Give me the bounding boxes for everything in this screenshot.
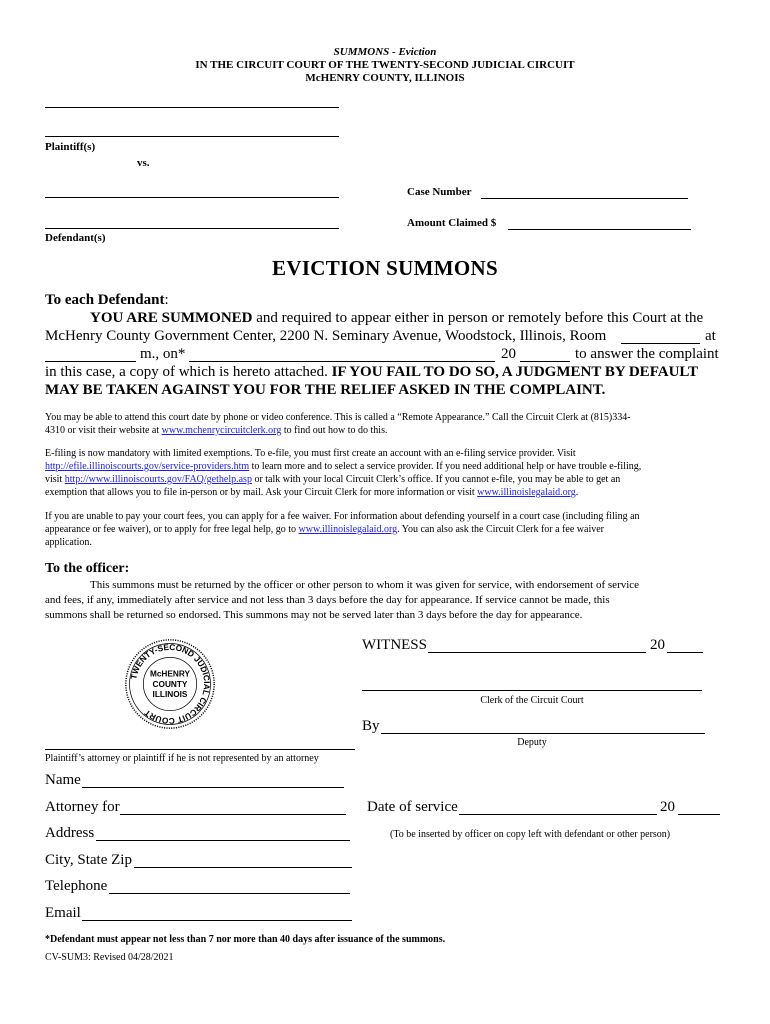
appearance-footnote: *Defendant must appear not less than 7 nor more than 40 days after issuance of the summons. (45, 934, 446, 945)
remote-line-2 (45, 424, 725, 437)
city-state-zip-label: City, State Zip (45, 852, 132, 868)
clerk-label: Clerk of the Circuit Court (480, 695, 584, 706)
telephone-field[interactable] (109, 893, 350, 894)
remote-appearance-paragraph (45, 411, 725, 437)
copy-attached-line (45, 364, 698, 381)
at-label: at (705, 328, 716, 344)
service-year-prefix: 20 (660, 799, 675, 815)
defendant-label: Defendant(s) (45, 232, 106, 244)
fee-waiver-paragraph (45, 510, 725, 549)
officer-line-1: This summons must be returned by the officer or other person to whom it was given for service, with endorsement of service (90, 579, 640, 591)
m-on-label: m., on* (140, 346, 186, 362)
deputy-label: Deputy (517, 737, 547, 748)
form-type: SUMMONS - Eviction (333, 46, 437, 58)
name-label: Name (45, 772, 81, 788)
time-field[interactable] (45, 361, 136, 362)
city-state-zip-field[interactable] (134, 867, 352, 868)
attorney-section-divider (45, 749, 355, 750)
fees-line-3: application. (45, 537, 92, 548)
witness-date-field[interactable] (428, 652, 646, 653)
remote-line-2-suffix: to find out how to do this. (281, 425, 388, 436)
date-field[interactable] (189, 361, 495, 362)
room-field[interactable] (621, 343, 700, 344)
attorney-note: Plaintiff’s attorney or plaintiff if he is not represented by an attorney (45, 753, 319, 764)
amount-claimed-label: Amount Claimed $ (407, 217, 497, 229)
email-label: Email (45, 905, 81, 921)
legalaid-link-1[interactable]: www.illinoislegalaid.org (477, 487, 576, 498)
date-of-service-label: Date of service (367, 799, 458, 815)
fees-line-2-prefix: appearance or fee waiver), or to apply for free legal help, go to (45, 524, 299, 535)
fees-line-2 (45, 523, 725, 536)
fees-line-2-suffix: . You can also ask the Circuit Clerk for a fee waiver (397, 524, 604, 535)
deputy-signature-field[interactable] (381, 733, 705, 734)
answer-complaint-text: to answer the complaint (575, 346, 719, 362)
attorney-for-label: Attorney for (45, 799, 120, 815)
court-name: IN THE CIRCUIT COURT OF THE TWENTY-SECOND JUDICIAL CIRCUIT (195, 59, 575, 71)
witness-year-prefix: 20 (650, 637, 665, 653)
efiling-line-3 (45, 473, 725, 486)
county-name: McHENRY COUNTY, ILLINOIS (305, 72, 465, 84)
efiling-line-3-prefix: visit (45, 474, 65, 485)
copy-attached-text: in this case, a copy of which is hereto attached. (45, 364, 328, 380)
witness-label: WITNESS (362, 637, 427, 653)
to-defendant-heading (45, 292, 169, 309)
to-defendant-colon: : (164, 292, 169, 308)
by-label: By (362, 718, 380, 734)
summoned-text: YOU ARE SUMMONED (90, 310, 253, 326)
efiling-line-3-suffix: or talk with your local Circuit Clerk’s office. If you cannot e-file, you may be able to get an (251, 474, 621, 485)
summoned-rest: and required to appear either in person or remotely before this Court at the (252, 310, 704, 326)
year-prefix-label: 20 (501, 346, 516, 362)
seal-line-2: COUNTY (152, 679, 188, 689)
amount-claimed-field[interactable] (508, 229, 691, 230)
location-text: McHenry County Government Center, 2200 N. Seminary Avenue, Woodstock, Illinois, Room (45, 328, 607, 344)
defendant-line-2[interactable] (45, 228, 339, 229)
telephone-label: Telephone (45, 878, 108, 894)
efiling-line-4 (45, 486, 725, 499)
seal-ring-text: TWENTY-SECOND JUDICIAL CIRCUIT COURT (129, 642, 212, 726)
legalaid-link-2[interactable]: www.illinoislegalaid.org (298, 524, 398, 535)
date-of-service-field[interactable] (459, 814, 657, 815)
efiling-line-4-suffix: . (575, 487, 579, 498)
address-label: Address (45, 825, 95, 841)
clerk-website-link[interactable]: www.mchenrycircuitclerk.org (161, 425, 282, 436)
location-line (45, 328, 606, 345)
default-warning-1: IF YOU FAIL TO DO SO, A JUDGMENT BY DEFAULT (331, 364, 699, 380)
summoned-line (90, 310, 703, 327)
fees-line-1: If you are unable to pay your court fees, you can apply for a fee waiver. For information about defending yourself in a court case (including filing an (45, 511, 640, 522)
court-header (0, 46, 770, 85)
plaintiff-label: Plaintiff(s) (45, 141, 96, 153)
case-number-field[interactable] (481, 198, 688, 199)
officer-heading: To the officer: (45, 561, 130, 576)
efiling-line-2-text: to learn more and to select a service provider. If you need additional help or have trouble e-filing, (249, 461, 642, 472)
efiling-line-1: E-filing is now mandatory with limited exemptions. To e-file, you must first create an account with an e-filing service provider. Visit (45, 448, 576, 459)
service-providers-link[interactable]: http://efile.illinoiscourts.gov/service-providers.htm (45, 461, 250, 472)
remote-line-1: You may be able to attend this court date by phone or video conference. This is called a “Remote Appearance.” Call the Circuit Clerk at (815)334- (45, 412, 631, 423)
seal-line-3: ILLINOIS (152, 689, 188, 699)
case-number-label: Case Number (407, 186, 472, 198)
court-seal (124, 638, 216, 730)
officer-line-3: summons shall be returned so endorsed. This summons may not be served later than 3 days before the day for appearance. (45, 609, 583, 621)
seal-line-1: McHENRY (149, 669, 191, 679)
efiling-line-4-prefix: exemption that allows you to file in-person or by mail. Ask your Circuit Clerk for more information or visit (45, 487, 478, 498)
plaintiff-line-1[interactable] (45, 107, 339, 108)
efiling-line-2 (45, 460, 725, 473)
to-defendant-heading-text: To each Defendant (45, 292, 165, 308)
witness-year-field[interactable] (667, 652, 703, 653)
efiling-paragraph (45, 447, 725, 499)
address-field[interactable] (96, 840, 350, 841)
year-field[interactable] (520, 361, 570, 362)
email-field[interactable] (82, 920, 352, 921)
remote-line-2-prefix: 4310 or visit their website at (45, 425, 162, 436)
attorney-for-field[interactable] (120, 814, 346, 815)
vs-label: vs. (137, 157, 150, 169)
document-title: EVICTION SUMMONS (272, 256, 498, 280)
clerk-signature-field[interactable] (362, 690, 702, 691)
form-id: CV-SUM3: Revised 04/28/2021 (45, 952, 174, 963)
officer-paragraph (45, 578, 735, 623)
plaintiff-line-2[interactable] (45, 136, 339, 137)
service-year-field[interactable] (678, 814, 720, 815)
default-warning-2: MAY BE TAKEN AGAINST YOU FOR THE RELIEF ASKED IN THE COMPLAINT. (45, 382, 606, 398)
gethelp-link[interactable]: http://www.illinoiscourts.gov/FAQ/gethelp.asp (64, 474, 252, 485)
officer-insert-note: (To be inserted by officer on copy left with defendant or other person) (390, 829, 671, 840)
defendant-line-1[interactable] (45, 197, 339, 198)
officer-line-2: and fees, if any, immediately after service and not less than 3 days before the day for appearance. If service cannot be made, this (45, 594, 610, 606)
name-field[interactable] (82, 787, 344, 788)
